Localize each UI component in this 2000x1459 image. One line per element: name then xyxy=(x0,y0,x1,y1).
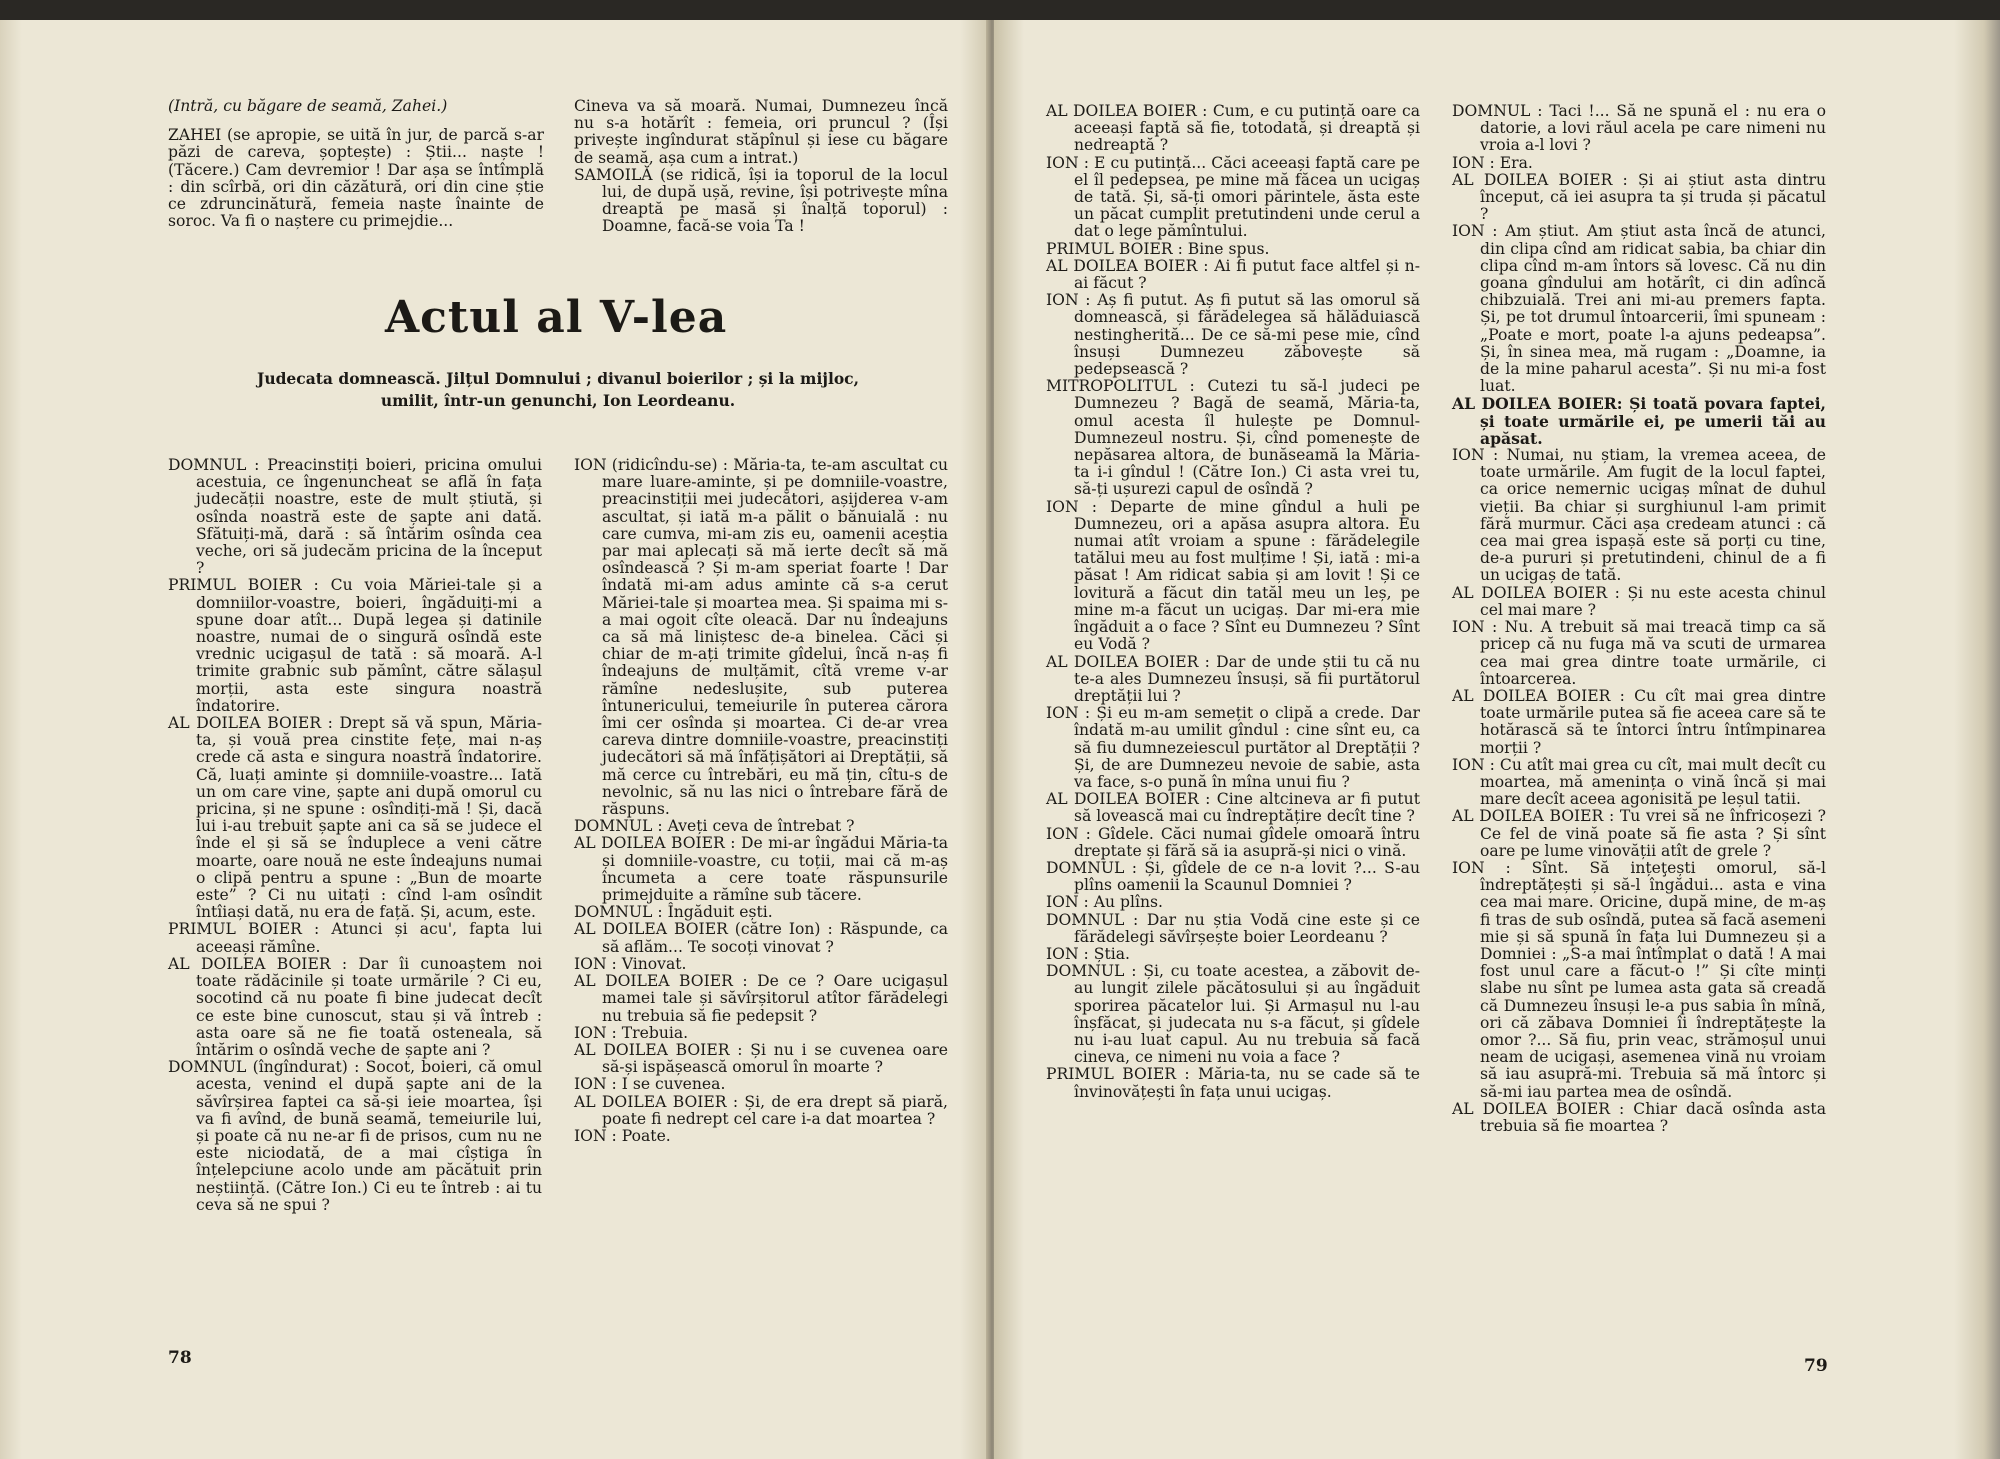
dialogue-line: AL DOILEA BOIER : Și ai știut asta dintru început, că iei asupra ta și truda și păcatul ? xyxy=(1452,170,1826,224)
dialogue-line: ION : Și eu m-am semețit o clipă a crede. Dar îndată m-au umilit gîndul : cine sînt eu, ca să fiu dumnezeiescul purtător al Dreptății ? Și, de are Dumnezeu nevoie de sabie, asta va face, s-o pună în mîna unui fiu ? xyxy=(1046,704,1420,791)
dialogue-line: PRIMUL BOIER : Cu voia Măriei-tale și a domniilor-voastre, boieri, îngăduiți-mi a spune doar atît... După legea și datinile noastre, numai de o singură osîndă este vrednic ucigașul de tată : să moară. A-l trimite grabnic sub pămînt, către sălașul morții, asta este singura noastră îndatorire. xyxy=(168,576,542,715)
dialogue-line: AL DOILEA BOIER : Dar de unde știi tu că nu te-a ales Dumnezeu însuși, să fii purtătorul dreptății lui ? xyxy=(1046,652,1420,705)
dialogue-line: PRIMUL BOIER : Bine spus. xyxy=(1046,239,1270,258)
right-page xyxy=(994,20,2000,1459)
dialogue-line: AL DOILEA BOIER : Cine altcineva ar fi putut să lovească mai cu îndreptățire decît tine ? xyxy=(1046,790,1420,826)
dialogue-line: ZAHEI (se apropie, se uită în jur, de parcă s-ar păzi de careva, șoptește) : Știi... naște ! (Tăcere.) Cam devremior ! Dar așa se întîmplă : din scîrbă, ori din căzătură, ori din cine știe ce zdruncinătură, femeia naște înainte de soroc. Va fi o naștere cu primejdie... xyxy=(168,126,544,231)
dialogue-line: AL DOILEA BOIER : Ai fi putut face altfel și n-ai făcut ? xyxy=(1046,256,1420,293)
dialogue-line: ION : E cu putință... Căci aceeași faptă care pe el îl pedepsea, pe mine mă făcea un ucigaș de tată. Și, să-ți omori părintele, ăsta este un păcat cumplit pretutindeni unde cerul a dat o lege pămîntului. xyxy=(1046,153,1420,241)
dialogue-line: DOMNUL : Și, cu toate acestea, a zăbovit de-au lungit zilele păcătosului și au îngăduit sporirea păcatelor lui. Și Armașul nu l-au înșfăcat, și judecata nu s-a făcut, și gîdele nu i-au luat capul. Au nu trebuia să facă cineva, ce nimeni nu voia a face ? xyxy=(1046,962,1420,1067)
left-top-column-1 xyxy=(168,98,544,230)
dialogue-line: ION : Vinovat. xyxy=(574,954,687,973)
dialogue-line: AL DOILEA BOIER : Și nu este acesta chinul cel mai mare ? xyxy=(1452,583,1826,619)
dialogue-line: DOMNUL : Dar nu știa Vodă cine este și ce fărădelegi săvîrșește boier Leordeanu ? xyxy=(1046,910,1420,946)
dialogue-line: Cineva va să moară. Numai, Dumnezeu încă nu s-a hotărît : femeia, ori pruncul ? (Își privește ingîndurat stăpînul și iese cu băgare de seamă, așa cum a intrat.) xyxy=(574,97,948,167)
dialogue-line: ION : Știa. xyxy=(1046,944,1130,963)
dialogue-line: AL DOILEA BOIER : Drept să vă spun, Măria-ta, și vouă prea cinstite fețe, mai n-aș crede că asta e singura noastră îndatorire. Că, luați aminte și domniile-voastre... Iată un om care vine, șapte ani după omorul cu pricina, și ne spune : osîndiți-mă ! Și, dacă lui i-au trebuit șapte ani ca să se judece el înde el și să se înduplece a veni către moarte, oare nouă ne este îndeajuns numai o clipă pentru a spune : „Bun de moarte este” ? Ci nu uitați : cînd l-am osîndit întîiași dată, nu era de față. Și, acum, este. xyxy=(168,714,542,922)
dialogue-line: AL DOILEA BOIER : Cu cît mai grea dintre toate urmările putea să fie aceea care să te hotărască să te întorci întru întîmpinarea morții ? xyxy=(1452,686,1826,757)
page-number-right: 79 xyxy=(1804,1356,1828,1376)
dialogue-line: ION : I se cuvenea. xyxy=(574,1075,726,1094)
dialogue-line: MITROPOLITUL : Cutezi tu să-l judeci pe Dumnezeu ? Bagă de seamă, Măria-ta, omul acesta îl hulește pe Domnul-Dumnezeul nostru. Și, cînd pomenește de nepăsarea altora, de bunăseamă la Măria-ta i-i gîndul ! (Către Ion.) Ci asta vrei tu, să-ți ușurezi capul de osîndă ? xyxy=(1046,377,1420,499)
dialogue-line: ION : Gîdele. Căci numai gîdele omoară întru dreptate și fără să ia asupră-și nici o vină. xyxy=(1046,824,1420,860)
dialogue-line: AL DOILEA BOIER : De ce ? Oare ucigașul mamei tale și săvîrșitorul atîtor fărădelegi nu trebuia să fie pedepsit ? xyxy=(574,972,948,1025)
dialogue-line: ION : Trebuia. xyxy=(574,1023,689,1042)
dialogue-line: AL DOILEA BOIER : Și, de era drept să piară, poate fi nedrept cel care i-a dat moartea ? xyxy=(574,1092,948,1128)
dialogue-line: DOMNUL (îngîndurat) : Socot, boieri, că omul acesta, venind el după șapte ani de la săvîrșirea faptei ca să-și ieie moartea, își va fi avînd, de bună seamă, temeiurile lui, și poate că nu ne-ar fi de prisos, cum nu ne este niciodată, de a mai cîștiga în înțelepciune acolo unde am păcătuit prin neștiință. (Către Ion.) Ci eu te întreb : ai tu ceva să ne spui ? xyxy=(168,1058,542,1214)
dialogue-line: AL DOILEA BOIER : Cum, e cu putință oare ca aceeași faptă să fie, totodată, și dreaptă și nedreaptă ? xyxy=(1046,102,1420,155)
dialogue-line: PRIMUL BOIER : Atunci și acu', fapta lui aceeași rămîne. xyxy=(168,920,542,956)
scene-description: Judecata domnească. Jilțul Domnului ; divanul boierilor ; și la mijloc, umilit, într-un genunchi, Ion Leordeanu. xyxy=(256,369,860,410)
stage-direction: (Intră, cu băgare de seamă, Zahei.) xyxy=(168,97,448,115)
right-column-1 xyxy=(1046,103,1420,1101)
dialogue-line: ION : Era. xyxy=(1452,153,1533,172)
dialogue-line: ION : Poate. xyxy=(574,1126,671,1145)
dialogue-line: ION : Aș fi putut. Aș fi putut să las omorul să domnească, și fărădelegea să hălăduiască nestingherită... De ce să-mi pese mie, cînd însuși Dumnezeu zăbovește să pedepsească ? xyxy=(1046,291,1420,379)
dialogue-line: AL DOILEA BOIER : De mi-ar îngădui Măria-ta și domniile-voastre, cu toții, mai că m-aș încumeta a cere toate răspunsurile primejduite a rămîne sub tăcere. xyxy=(574,834,948,905)
left-column-2 xyxy=(574,457,948,1145)
dialogue-line: ION : Nu. A trebuit să mai treacă timp ca să pricep că nu fuga mă va scuti de urmarea cea mai grea dintre toate urmările, ci întoarcerea. xyxy=(1452,618,1826,688)
dialogue-line: AL DOILEA BOIER : Dar îi cunoaștem noi toate rădăcinile și toate urmările ? Ci eu, socotind că nu poate fi bine judecat decît ce este bine cunoscut, stau și vă întreb : asta oare să ne fie toată osteneala, să întărim o osîndă veche de șapte ani ? xyxy=(168,954,542,1059)
dialogue-line: DOMNUL : Și, gîdele de ce n-a lovit ?... S-au plîns oamenii la Scaunul Domniei ? xyxy=(1046,858,1420,895)
dialogue-line: ION : Au plîns. xyxy=(1046,893,1163,912)
dialogue-line: SAMOILĂ (se ridică, își ia toporul de la locul lui, de după ușă, revine, își potrivește mîna dreaptă pe masă și înalță toporul) : Doamne, facă-se voia Ta ! xyxy=(574,165,948,236)
dialogue-line: ION : Departe de mine gîndul a huli pe Dumnezeu, ori a apăsa asupra altora. Eu numai atît vroiam a spune : fărădelegile tatălui meu au fost mulțime ! Și, iată : mi-a păsat ! Am ridicat sabia și am lovit ! Și ce lovitură a făcut din tatăl meu un leș, pe mine m-a făcut un ucigaș. Dar mi-era mie îngăduit a o face ? Sînt eu Dumnezeu ? Sînt eu Vodă ? xyxy=(1046,497,1420,654)
dialogue-line: AL DOILEA BOIER: Și toată povara faptei, și toate urmările ei, pe umerii tăi au apăsat. xyxy=(1452,394,1826,448)
page-number-left: 78 xyxy=(168,1348,192,1368)
dialogue-line: DOMNUL : Aveți ceva de întrebat ? xyxy=(574,817,855,836)
act-title: Actul al V-lea xyxy=(385,292,728,343)
right-column-2 xyxy=(1452,103,1826,1135)
dialogue-line: ION : Numai, nu știam, la vremea aceea, de toate urmările. Am fugit de la locul faptei, ca orice nemernic ucigaș mînat de duhul vieții. Ba chiar și surghiunul l-am primit fără murmur. Căci așa credeam atunci : că cea mai grea ispașă este să porți cu tine, de-a pururi și pretutindeni, chinul de a fi un ucigaș de tată. xyxy=(1452,446,1826,585)
left-column-1 xyxy=(168,457,542,1214)
dialogue-line: DOMNUL : Taci !... Să ne spună el : nu era o datorie, a lovi răul acela pe care nimeni nu vroia a-l lovi ? xyxy=(1452,102,1826,155)
dialogue-line: AL DOILEA BOIER : Și nu i se cuvenea oare să-și ispășească omorul în moarte ? xyxy=(574,1040,948,1077)
dialogue-line: PRIMUL BOIER : Măria-ta, nu se cade să te învinovățești în fața unui ucigaș. xyxy=(1046,1065,1420,1101)
dialogue-line: AL DOILEA BOIER (către Ion) : Răspunde, ca să aflăm... Te socoți vinovat ? xyxy=(574,920,948,956)
dialogue-line: ION : Cu atît mai grea cu cît, mai mult decît cu moartea, mă amenința o vină încă și mai mare decît aceea agonisită pe leșul tatii. xyxy=(1452,755,1826,809)
dialogue-line: ION : Am știut. Am știut asta încă de atunci, din clipa cînd am ridicat sabia, ba chiar din clipa cînd m-am întors să lovesc. Că nu din goana gîndului am hotărît, ci din adîncă chibzuială. Trei ani mi-au premers fapta. Și, pe tot drumul întoarcerii, îmi spuneam : „Poate e mort, poate l-a ajuns pedeapsa”. Și, în sinea mea, mă rugam : „Doamne, ia de la mine paharul acesta”. Și nu mi-a fost luat. xyxy=(1452,222,1826,396)
dialogue-line: DOMNUL : Îngăduit ești. xyxy=(574,903,773,922)
dialogue-line: ION (ridicîndu-se) : Măria-ta, te-am ascultat cu mare luare-aminte, și pe domniile-voastre, preacinstiții mei judecători, așijderea v-am ascultat, și iată m-a pălit o bănuială : nu care cumva, mi-am zis eu, oamenii aceștia par mai aplecați să mă ierte decît să mă osîndească ? Și m-am speriat foarte ! Dar îndată mi-am adus aminte că s-a cerut Măriei-tale și moartea mea. Și spaima mi s-a mai ogoit cîte oleacă. Dar nu îndeajuns ca să mă liniștesc de-a binelea. Căci și chiar de m-ați trimite gîdelui, încă n-aș fi îndeajuns de mulțămit, cîtă vreme v-ar rămîne nedeslușite, sub puterea întunericului, temeiurile în puterea cărora îmi cer osînda și moartea. Ci de-ar vrea careva dintre domniile-voastre, preacinstiți judecători să mă înfățișători ai Dreptății, să mă cerce cu întrebări, eu mă țin, cîtu-s de nevolnic, să nu las nici o întrebare fără de răspuns. xyxy=(574,456,948,819)
dialogue-line: AL DOILEA BOIER : Chiar dacă osînda asta trebuia să fie moartea ? xyxy=(1452,1099,1826,1135)
left-top-column-2 xyxy=(574,98,948,236)
dialogue-line: AL DOILEA BOIER : Tu vrei să ne înfricoșezi ? Ce fel de vină poate să fie asta ? Și sînt oare pe lume vinovății atît de grele ? xyxy=(1452,807,1826,860)
dialogue-line: ION : Sînt. Să ințeţești omorul, să-l îndreptățești și să-l îngădui... asta e vina cea mai mare. Oricine, după mine, de m-aș fi tras de sub osîndă, putea să facă asemeni mie și să spună în fața lui Dumnezeu și a Domniei : „S-a mai întîmplat o dată ! A mai fost unul care a făcut-o !” Și cîte minți slabe nu sînt pe lumea asta gata să creadă că Dumnezeu însuși le-a pus sabia în mînă, ori că zăbava Domniei îi îndreptățește la omor ?... Să fiu, prin veac, strămoșul unui neam de ucigași, asemenea vină nu vroiam să iau asupră-mi. Trebuia să mă întorc și să-mi iau partea mea de osîndă. xyxy=(1452,858,1826,1101)
dialogue-line: DOMNUL : Preacinstiți boieri, pricina omului acestuia, ce îngenuncheat se află în fața judecății noastre, este de mult știută, și osînda noastră este de șapte ani dată. Sfătuiți-mă, dară : să întărim osînda cea veche, ori să judecăm pricina de la început ? xyxy=(168,456,542,578)
left-page xyxy=(0,20,990,1459)
